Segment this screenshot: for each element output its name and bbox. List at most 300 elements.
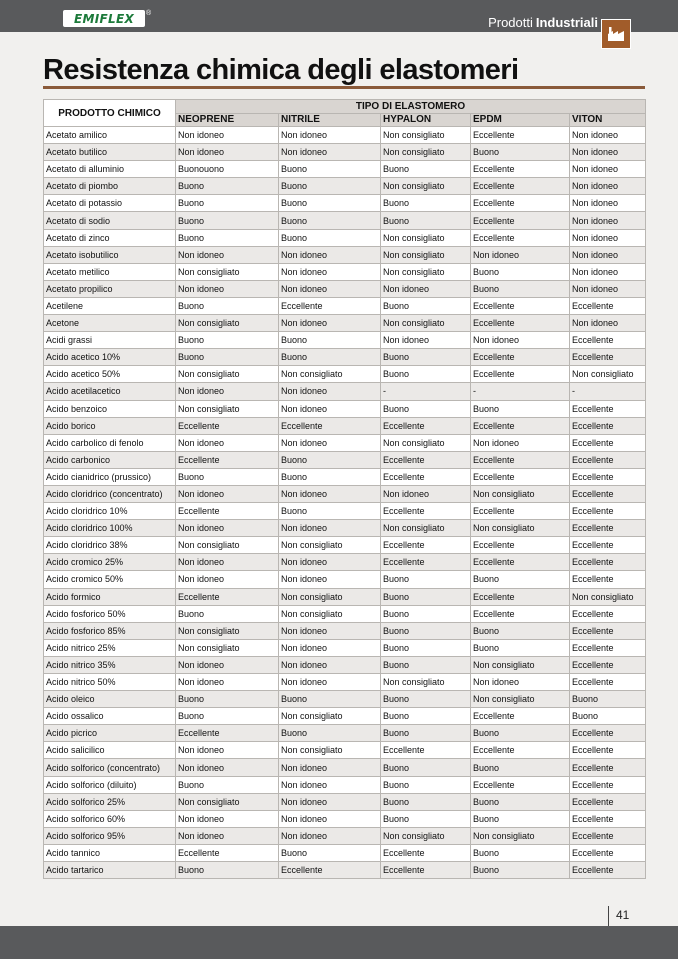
chemical-name: Acido oleico — [44, 691, 176, 708]
viton-value: Eccellente — [570, 400, 646, 417]
viton-value: Buono — [570, 691, 646, 708]
table-row — [44, 417, 646, 434]
hypalon-value: Buono — [381, 588, 471, 605]
hypalon-value: Buono — [381, 691, 471, 708]
viton-value: Non consigliato — [570, 588, 646, 605]
epdm-value: Eccellente — [471, 588, 570, 605]
viton-value: Eccellente — [570, 622, 646, 639]
viton-value: Eccellente — [570, 827, 646, 844]
table-row — [44, 793, 646, 810]
nitrile-value: Non idoneo — [279, 485, 381, 502]
chemical-name: Acido nitrico 25% — [44, 639, 176, 656]
hypalon-value: Non consigliato — [381, 246, 471, 263]
viton-value: Non idoneo — [570, 161, 646, 178]
chemical-name: Acido nitrico 50% — [44, 674, 176, 691]
title-divider — [43, 86, 645, 89]
epdm-value: - — [471, 383, 570, 400]
viton-value: Eccellente — [570, 537, 646, 554]
table-row — [44, 280, 646, 297]
epdm-value: Non consigliato — [471, 520, 570, 537]
viton-value: Eccellente — [570, 862, 646, 879]
epdm-value: Eccellente — [471, 315, 570, 332]
epdm-value: Non idoneo — [471, 332, 570, 349]
header-elastomer-type: TIPO DI ELASTOMERO — [176, 100, 646, 114]
epdm-value: Eccellente — [471, 178, 570, 195]
hypalon-value: Buono — [381, 793, 471, 810]
nitrile-value: Non consigliato — [279, 537, 381, 554]
hypalon-value: Buono — [381, 759, 471, 776]
brand-logo — [63, 10, 145, 27]
table-row — [44, 674, 646, 691]
hypalon-value: Eccellente — [381, 417, 471, 434]
table-row — [44, 263, 646, 280]
chemical-name: Acido ossalico — [44, 708, 176, 725]
neoprene-value: Non consigliato — [176, 366, 279, 383]
table-row — [44, 383, 646, 400]
table-row — [44, 503, 646, 520]
chemical-name: Acetato metilico — [44, 263, 176, 280]
table-row — [44, 742, 646, 759]
viton-value: Eccellente — [570, 656, 646, 673]
neoprene-value: Buono — [176, 332, 279, 349]
hypalon-value: Eccellente — [381, 844, 471, 861]
neoprene-value: Non idoneo — [176, 383, 279, 400]
epdm-value: Eccellente — [471, 366, 570, 383]
neoprene-value: Non consigliato — [176, 622, 279, 639]
neoprene-value: Eccellente — [176, 417, 279, 434]
hypalon-value: Buono — [381, 195, 471, 212]
chemical-name: Acetato propilico — [44, 280, 176, 297]
chemical-name: Acido acetico 10% — [44, 349, 176, 366]
chemical-name: Acido cromico 25% — [44, 554, 176, 571]
neoprene-value: Buono — [176, 229, 279, 246]
chemical-name: Acetato di potassio — [44, 195, 176, 212]
nitrile-value: Non idoneo — [279, 674, 381, 691]
neoprene-value: Eccellente — [176, 844, 279, 861]
epdm-value: Non consigliato — [471, 827, 570, 844]
table-row — [44, 691, 646, 708]
hypalon-value: Buono — [381, 297, 471, 314]
header-nitrile: NITRILE — [279, 113, 381, 127]
chemical-name: Acido tartarico — [44, 862, 176, 879]
viton-value: Eccellente — [570, 571, 646, 588]
nitrile-value: Buono — [279, 332, 381, 349]
epdm-value: Buono — [471, 263, 570, 280]
viton-value: Eccellente — [570, 485, 646, 502]
epdm-value: Buono — [471, 810, 570, 827]
table-row — [44, 315, 646, 332]
neoprene-value: Non idoneo — [176, 656, 279, 673]
epdm-value: Eccellente — [471, 195, 570, 212]
chemical-name: Acido solforico 25% — [44, 793, 176, 810]
nitrile-value: Non idoneo — [279, 127, 381, 144]
chemical-name: Acido borico — [44, 417, 176, 434]
hypalon-value: Buono — [381, 212, 471, 229]
neoprene-value: Buono — [176, 605, 279, 622]
hypalon-value: Buono — [381, 571, 471, 588]
neoprene-value: Eccellente — [176, 588, 279, 605]
nitrile-value: Non idoneo — [279, 656, 381, 673]
neoprene-value: Eccellente — [176, 503, 279, 520]
nitrile-value: Non idoneo — [279, 571, 381, 588]
table-row — [44, 622, 646, 639]
nitrile-value: Eccellente — [279, 297, 381, 314]
section-label-strong: Industriali — [535, 15, 598, 30]
chemical-name: Acido tannico — [44, 844, 176, 861]
epdm-value: Non idoneo — [471, 246, 570, 263]
nitrile-value: Non idoneo — [279, 622, 381, 639]
viton-value: Non idoneo — [570, 195, 646, 212]
factory-icon — [601, 19, 631, 49]
neoprene-value: Non consigliato — [176, 263, 279, 280]
chemical-name: Acido solforico 95% — [44, 827, 176, 844]
neoprene-value: Non idoneo — [176, 571, 279, 588]
chemical-name: Acido salicilico — [44, 742, 176, 759]
nitrile-value: Buono — [279, 691, 381, 708]
page-title: Resistenza chimica degli elastomeri — [43, 54, 519, 86]
epdm-value: Buono — [471, 639, 570, 656]
hypalon-value: Non consigliato — [381, 178, 471, 195]
viton-value: Non idoneo — [570, 229, 646, 246]
chemical-name: Acido nitrico 35% — [44, 656, 176, 673]
table-row — [44, 468, 646, 485]
table-row — [44, 332, 646, 349]
viton-value: Eccellente — [570, 793, 646, 810]
epdm-value: Non idoneo — [471, 434, 570, 451]
nitrile-value: Non consigliato — [279, 742, 381, 759]
epdm-value: Eccellente — [471, 605, 570, 622]
table-row — [44, 212, 646, 229]
neoprene-value: Non consigliato — [176, 537, 279, 554]
hypalon-value: Non consigliato — [381, 144, 471, 161]
viton-value: Eccellente — [570, 844, 646, 861]
header-product: PRODOTTO CHIMICO — [44, 100, 176, 127]
epdm-value: Eccellente — [471, 554, 570, 571]
viton-value: Eccellente — [570, 417, 646, 434]
viton-value: - — [570, 383, 646, 400]
table-row — [44, 725, 646, 742]
epdm-value: Eccellente — [471, 708, 570, 725]
epdm-value: Eccellente — [471, 468, 570, 485]
neoprene-value: Buono — [176, 195, 279, 212]
hypalon-value: Buono — [381, 656, 471, 673]
table-row — [44, 605, 646, 622]
epdm-value: Eccellente — [471, 161, 570, 178]
table-row — [44, 588, 646, 605]
hypalon-value: Eccellente — [381, 537, 471, 554]
viton-value: Eccellente — [570, 297, 646, 314]
viton-value: Eccellente — [570, 810, 646, 827]
viton-value: Non idoneo — [570, 280, 646, 297]
chemical-name: Acido cianidrico (prussico) — [44, 468, 176, 485]
hypalon-value: Buono — [381, 708, 471, 725]
viton-value: Eccellente — [570, 639, 646, 656]
nitrile-value: Buono — [279, 212, 381, 229]
epdm-value: Eccellente — [471, 297, 570, 314]
brand-name: EMIFLEX — [74, 11, 134, 26]
epdm-value: Eccellente — [471, 417, 570, 434]
table-row — [44, 229, 646, 246]
chemical-name: Acidi grassi — [44, 332, 176, 349]
neoprene-value: Buono — [176, 178, 279, 195]
epdm-value: Buono — [471, 144, 570, 161]
hypalon-value: Non consigliato — [381, 674, 471, 691]
nitrile-value: Non idoneo — [279, 383, 381, 400]
table-row — [44, 195, 646, 212]
epdm-value: Non consigliato — [471, 691, 570, 708]
table-row — [44, 554, 646, 571]
chemical-name: Acido cloridrico 100% — [44, 520, 176, 537]
nitrile-value: Buono — [279, 451, 381, 468]
header-bar — [0, 0, 678, 32]
page-number: 41 — [608, 906, 629, 926]
nitrile-value: Non consigliato — [279, 366, 381, 383]
nitrile-value: Buono — [279, 161, 381, 178]
hypalon-value: Buono — [381, 400, 471, 417]
table-row — [44, 656, 646, 673]
viton-value: Eccellente — [570, 554, 646, 571]
epdm-value: Non consigliato — [471, 485, 570, 502]
nitrile-value: Buono — [279, 725, 381, 742]
nitrile-value: Buono — [279, 468, 381, 485]
neoprene-value: Non idoneo — [176, 127, 279, 144]
hypalon-value: Non idoneo — [381, 280, 471, 297]
viton-value: Non idoneo — [570, 127, 646, 144]
chemical-name: Acido acetico 50% — [44, 366, 176, 383]
hypalon-value: Buono — [381, 605, 471, 622]
epdm-value: Eccellente — [471, 776, 570, 793]
neoprene-value: Non idoneo — [176, 485, 279, 502]
table-row — [44, 451, 646, 468]
nitrile-value: Buono — [279, 349, 381, 366]
neoprene-value: Buono — [176, 776, 279, 793]
neoprene-value: Buono — [176, 691, 279, 708]
nitrile-value: Non idoneo — [279, 759, 381, 776]
nitrile-value: Buono — [279, 503, 381, 520]
viton-value: Buono — [570, 708, 646, 725]
table-row — [44, 127, 646, 144]
nitrile-value: Non idoneo — [279, 434, 381, 451]
neoprene-value: Non idoneo — [176, 554, 279, 571]
hypalon-value: - — [381, 383, 471, 400]
table-row — [44, 776, 646, 793]
nitrile-value: Non idoneo — [279, 280, 381, 297]
nitrile-value: Non idoneo — [279, 793, 381, 810]
neoprene-value: Buonouono — [176, 161, 279, 178]
chemical-name: Acido cloridrico 10% — [44, 503, 176, 520]
header-epdm: EPDM — [471, 113, 570, 127]
hypalon-value: Non idoneo — [381, 332, 471, 349]
neoprene-value: Non idoneo — [176, 280, 279, 297]
table-row — [44, 708, 646, 725]
chemical-name: Acido solforico 60% — [44, 810, 176, 827]
chemical-name: Acido benzoico — [44, 400, 176, 417]
epdm-value: Buono — [471, 725, 570, 742]
nitrile-value: Non idoneo — [279, 639, 381, 656]
chemical-name: Acido solforico (diluito) — [44, 776, 176, 793]
chemical-name: Acetilene — [44, 297, 176, 314]
hypalon-value: Eccellente — [381, 451, 471, 468]
table-row — [44, 178, 646, 195]
neoprene-value: Non idoneo — [176, 520, 279, 537]
neoprene-value: Non consigliato — [176, 315, 279, 332]
nitrile-value: Non consigliato — [279, 605, 381, 622]
viton-value: Eccellente — [570, 742, 646, 759]
epdm-value: Buono — [471, 844, 570, 861]
hypalon-value: Buono — [381, 725, 471, 742]
viton-value: Eccellente — [570, 468, 646, 485]
neoprene-value: Eccellente — [176, 725, 279, 742]
nitrile-value: Non idoneo — [279, 400, 381, 417]
neoprene-value: Non idoneo — [176, 742, 279, 759]
chemical-name: Acido solforico (concentrato) — [44, 759, 176, 776]
viton-value: Eccellente — [570, 503, 646, 520]
neoprene-value: Non idoneo — [176, 759, 279, 776]
viton-value: Eccellente — [570, 332, 646, 349]
viton-value: Non idoneo — [570, 263, 646, 280]
footer-bar — [0, 926, 678, 959]
epdm-value: Eccellente — [471, 229, 570, 246]
epdm-value: Eccellente — [471, 212, 570, 229]
nitrile-value: Non consigliato — [279, 588, 381, 605]
registered-mark: ® — [146, 10, 152, 17]
viton-value: Eccellente — [570, 605, 646, 622]
table-row — [44, 571, 646, 588]
epdm-value: Buono — [471, 793, 570, 810]
neoprene-value: Non consigliato — [176, 400, 279, 417]
table-row — [44, 759, 646, 776]
table-row — [44, 246, 646, 263]
hypalon-value: Non consigliato — [381, 827, 471, 844]
viton-value: Non idoneo — [570, 178, 646, 195]
neoprene-value: Eccellente — [176, 451, 279, 468]
header-hypalon: HYPALON — [381, 113, 471, 127]
neoprene-value: Buono — [176, 708, 279, 725]
table-row — [44, 297, 646, 314]
neoprene-value: Non consigliato — [176, 793, 279, 810]
table-row — [44, 639, 646, 656]
neoprene-value: Buono — [176, 468, 279, 485]
hypalon-value: Buono — [381, 161, 471, 178]
header-neoprene: NEOPRENE — [176, 113, 279, 127]
table-row — [44, 810, 646, 827]
chemical-name: Acetato amilico — [44, 127, 176, 144]
hypalon-value: Non consigliato — [381, 127, 471, 144]
epdm-value: Buono — [471, 280, 570, 297]
viton-value: Non idoneo — [570, 144, 646, 161]
nitrile-value: Non consigliato — [279, 708, 381, 725]
hypalon-value: Eccellente — [381, 503, 471, 520]
nitrile-value: Buono — [279, 178, 381, 195]
nitrile-value: Buono — [279, 195, 381, 212]
neoprene-value: Non idoneo — [176, 246, 279, 263]
chemical-name: Acido fosforico 50% — [44, 605, 176, 622]
chemical-name: Acido carbonico — [44, 451, 176, 468]
epdm-value: Non consigliato — [471, 656, 570, 673]
chemical-name: Acetato isobutilico — [44, 246, 176, 263]
nitrile-value: Non idoneo — [279, 810, 381, 827]
epdm-value: Eccellente — [471, 537, 570, 554]
table-row — [44, 537, 646, 554]
viton-value: Eccellente — [570, 349, 646, 366]
epdm-value: Eccellente — [471, 451, 570, 468]
nitrile-value: Eccellente — [279, 862, 381, 879]
table-row — [44, 844, 646, 861]
resistance-table — [43, 99, 646, 879]
chemical-name: Acido fosforico 85% — [44, 622, 176, 639]
chemical-name: Acetato di piombo — [44, 178, 176, 195]
epdm-value: Buono — [471, 862, 570, 879]
neoprene-value: Non idoneo — [176, 827, 279, 844]
table-row — [44, 520, 646, 537]
hypalon-value: Non consigliato — [381, 520, 471, 537]
epdm-value: Buono — [471, 571, 570, 588]
viton-value: Eccellente — [570, 520, 646, 537]
viton-value: Non consigliato — [570, 366, 646, 383]
neoprene-value: Non idoneo — [176, 674, 279, 691]
nitrile-value: Non idoneo — [279, 520, 381, 537]
table-body — [44, 127, 646, 879]
chemical-name: Acido cloridrico (concentrato) — [44, 485, 176, 502]
viton-value: Eccellente — [570, 674, 646, 691]
table-row — [44, 862, 646, 879]
viton-value: Eccellente — [570, 451, 646, 468]
viton-value: Eccellente — [570, 776, 646, 793]
viton-value: Non idoneo — [570, 246, 646, 263]
nitrile-value: Non idoneo — [279, 144, 381, 161]
header-viton: VITON — [570, 113, 646, 127]
hypalon-value: Buono — [381, 639, 471, 656]
hypalon-value: Non idoneo — [381, 485, 471, 502]
nitrile-value: Eccellente — [279, 417, 381, 434]
hypalon-value: Non consigliato — [381, 315, 471, 332]
neoprene-value: Non idoneo — [176, 810, 279, 827]
epdm-value: Eccellente — [471, 503, 570, 520]
table-row — [44, 349, 646, 366]
viton-value: Non idoneo — [570, 212, 646, 229]
table-row — [44, 434, 646, 451]
epdm-value: Buono — [471, 759, 570, 776]
chemical-name: Acido cromico 50% — [44, 571, 176, 588]
neoprene-value: Non consigliato — [176, 639, 279, 656]
nitrile-value: Non idoneo — [279, 554, 381, 571]
nitrile-value: Buono — [279, 844, 381, 861]
hypalon-value: Eccellente — [381, 468, 471, 485]
epdm-value: Eccellente — [471, 349, 570, 366]
nitrile-value: Non idoneo — [279, 827, 381, 844]
section-label-light: Prodotti — [488, 15, 533, 30]
chemical-name: Acetato di alluminio — [44, 161, 176, 178]
chemical-name: Acido picrico — [44, 725, 176, 742]
chemical-name: Acido cloridrico 38% — [44, 537, 176, 554]
neoprene-value: Buono — [176, 212, 279, 229]
chemical-name: Acetato di sodio — [44, 212, 176, 229]
hypalon-value: Eccellente — [381, 554, 471, 571]
viton-value: Eccellente — [570, 434, 646, 451]
hypalon-value: Buono — [381, 810, 471, 827]
chemical-name: Acido formico — [44, 588, 176, 605]
nitrile-value: Buono — [279, 229, 381, 246]
hypalon-value: Buono — [381, 366, 471, 383]
hypalon-value: Buono — [381, 776, 471, 793]
epdm-value: Non idoneo — [471, 674, 570, 691]
nitrile-value: Non idoneo — [279, 246, 381, 263]
chemical-name: Acido acetilacetico — [44, 383, 176, 400]
viton-value: Eccellente — [570, 759, 646, 776]
epdm-value: Buono — [471, 622, 570, 639]
hypalon-value: Eccellente — [381, 742, 471, 759]
factory-icon-graphic — [607, 26, 625, 42]
